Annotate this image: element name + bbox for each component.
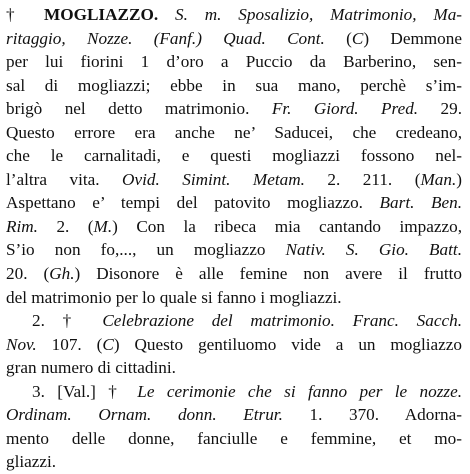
italic-text: M. xyxy=(93,216,113,236)
text-segment: ) Questo gentiluomo vide a un mogliazzo xyxy=(113,334,462,354)
text-segment: Questo errore era anche ne’ Saducei, che credeano, xyxy=(6,122,462,142)
text-segment: l’altra vita. xyxy=(6,169,123,189)
text-line xyxy=(6,97,462,121)
italic-text: Ovid. Simint. Metam. xyxy=(122,169,305,189)
italic-text: C xyxy=(102,334,114,354)
text-line xyxy=(6,144,462,168)
text-line xyxy=(6,356,462,380)
text-segment: ) Disonore è alle femine non avere il frutto xyxy=(74,264,462,284)
text-segment: del matrimonio per lo quale si fanno i mogliazzi. xyxy=(6,287,342,307)
text-segment: brigò nel detto matrimonio. xyxy=(6,99,272,119)
text-segment: 2. 211. ( xyxy=(304,169,421,189)
italic-text: Gh. xyxy=(49,264,75,284)
text-segment: † xyxy=(6,5,44,24)
italic-text: Rim. xyxy=(6,216,38,236)
italic-text: Fr. Giord. Pred. xyxy=(271,99,419,119)
text-line xyxy=(6,380,462,404)
text-line xyxy=(6,3,462,27)
text-line xyxy=(6,27,462,51)
text-line xyxy=(6,168,462,192)
text-line xyxy=(6,309,462,333)
text-line xyxy=(6,403,462,427)
italic-text: Celebrazione del matrimonio. Franc. Sacch. xyxy=(102,311,462,331)
text-segment: 20. ( xyxy=(6,264,50,284)
text-line xyxy=(6,333,462,357)
text-line xyxy=(6,50,462,74)
text-segment: ) xyxy=(456,169,462,189)
text-segment: gliazzi. xyxy=(6,452,57,472)
text-segment: 1. 370. Adorna- xyxy=(282,405,462,425)
italic-text: ritaggio, Nozze. (Fanf.) Quad. Cont. xyxy=(6,28,325,48)
italic-text: Bart. Ben. xyxy=(379,193,462,213)
text-segment: ) Con la ribeca mia cantando impazzo, xyxy=(112,216,462,236)
text-segment: sal di mogliazzi; ebbe in sua mano, perchè s’im- xyxy=(6,75,462,95)
text-line xyxy=(6,262,462,286)
italic-text: Le cerimonie che si fanno per le nozze. xyxy=(137,381,462,401)
text-line xyxy=(6,121,462,145)
italic-text: Nativ. S. Gio. Batt. xyxy=(285,240,462,260)
text-line xyxy=(6,191,462,215)
text-segment: 2. † xyxy=(32,311,103,331)
text-line xyxy=(6,74,462,98)
text-segment: S’io non fo,..., un mogliazzo xyxy=(6,240,286,260)
text-segment: per lui fiorini 1 d’oro a Puccio da Barberino, sen- xyxy=(6,52,462,72)
text-line xyxy=(6,215,462,239)
italic-text: Man. xyxy=(420,169,457,189)
text-segment: 107. ( xyxy=(36,334,103,354)
text-segment: 2. ( xyxy=(37,216,94,236)
text-line xyxy=(6,286,462,310)
italic-text: Ordinam. Ornam. donn. Etrur. xyxy=(6,405,283,425)
text-segment xyxy=(158,5,175,24)
italic-text: C xyxy=(351,28,364,48)
text-segment: Aspettano e’ tempi del patovito mogliazzo. xyxy=(6,193,380,213)
text-segment: ( xyxy=(324,28,352,48)
text-segment: 29. xyxy=(418,99,462,119)
text-line xyxy=(6,450,462,474)
text-segment: ) Demmone xyxy=(363,28,462,48)
italic-text: Nov. xyxy=(6,334,37,354)
headword: MOGLIAZZO. xyxy=(44,5,159,24)
dictionary-entry-mogliazzo xyxy=(6,3,462,474)
text-line xyxy=(6,238,462,262)
text-line xyxy=(6,427,462,451)
text-segment: gran numero di cittadini. xyxy=(6,358,176,378)
italic-text: S. m. Sposalizio, Matrimonio, Ma- xyxy=(174,5,462,24)
text-segment: 3. [Val.] † xyxy=(32,381,138,401)
text-segment: che le carnalitadi, e questi mogliazzi fossono nel- xyxy=(6,146,462,166)
text-segment: mento delle donne, fanciulle e femmine, et mo- xyxy=(6,428,462,448)
